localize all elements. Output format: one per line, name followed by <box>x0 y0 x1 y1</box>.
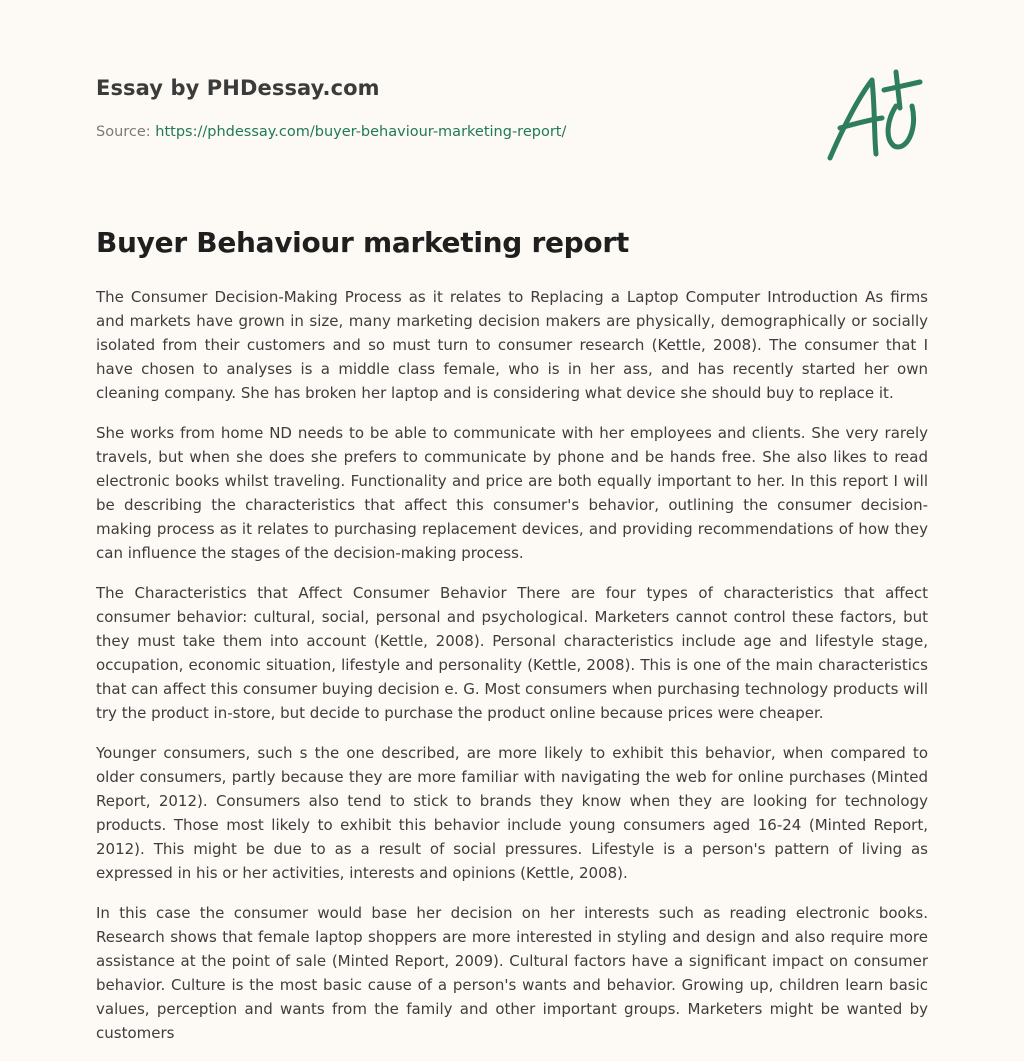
essay-title: Buyer Behaviour marketing report <box>96 226 629 259</box>
a-plus-logo-icon <box>822 68 926 164</box>
essay-paragraph: The Characteristics that Affect Consumer Behavior There are four types of characteristics that affect consumer behavior: cultural, social, personal and psychological. Marketers cannot control these factors, but they must take them into account (Kettle, 2008). Personal characteristics include age and lifestyle stage, occupation, economic situation, lifestyle and personality (Kettle, 2008). This is one of the main characteristics that can affect this consumer buying decision e. G. Most consumers when purchasing technology products will try the product in-store, but decide to purchase the product online because prices were cheaper. <box>96 584 928 722</box>
essay-paragraph: The Consumer Decision-Making Process as it relates to Replacing a Laptop Computer Introduction As firms and markets have grown in size, many marketing decision makers are physically, demographically or socially isolated from their customers and so must turn to consumer research (Kettle, 2008). The consumer that I have chosen to analyses is a middle class female, who is in her ass, and has recently started her own cleaning company. She has broken her laptop and is considering what device she should buy to replace it. <box>96 288 928 402</box>
essay-body <box>96 285 928 1061</box>
essay-paragraph: In this case the consumer would base her decision on her interests such as reading electronic books. Research shows that female laptop shoppers are more interested in styling and design and also require more assistance at the point of sale (Minted Report, 2009). Cultural factors have a significant impact on consumer behavior. Culture is the most basic cause of a person's wants and behavior. Growing up, children learn basic values, perception and wants from the family and other important groups. Marketers might be wanted by customers <box>96 904 928 1042</box>
essay-paragraph: She works from home ND needs to be able to communicate with her employees and clients. She very rarely travels, but when she does she prefers to communicate by phone and be hands free. She also likes to read electronic books whilst traveling. Functionality and price are both equally important to her. In this report I will be describing the characteristics that affect this consumer's behavior, outlining the consumer decision-making process as it relates to purchasing replacement devices, and providing recommendations of how they can influence the stages of the decision-making process. <box>96 424 928 562</box>
site-brand: Essay by PHDessay.com <box>96 76 380 100</box>
source-link[interactable]: https://phdessay.com/buyer-behaviour-marketing-report/ <box>155 124 567 140</box>
source-label: Source: <box>96 124 156 140</box>
source-line <box>96 124 566 140</box>
essay-paragraph: Younger consumers, such s the one described, are more likely to exhibit this behavior, when compared to older consumers, partly because they are more familiar with navigating the web for online purchases (Minted Report, 2012). Consumers also tend to stick to brands they know when they are looking for technology products. Those most likely to exhibit this behavior include young consumers aged 16-24 (Minted Report, 2012). This might be due to as a result of social pressures. Lifestyle is a person's pattern of living as expressed in his or her activities, interests and opinions (Kettle, 2008). <box>96 744 928 882</box>
